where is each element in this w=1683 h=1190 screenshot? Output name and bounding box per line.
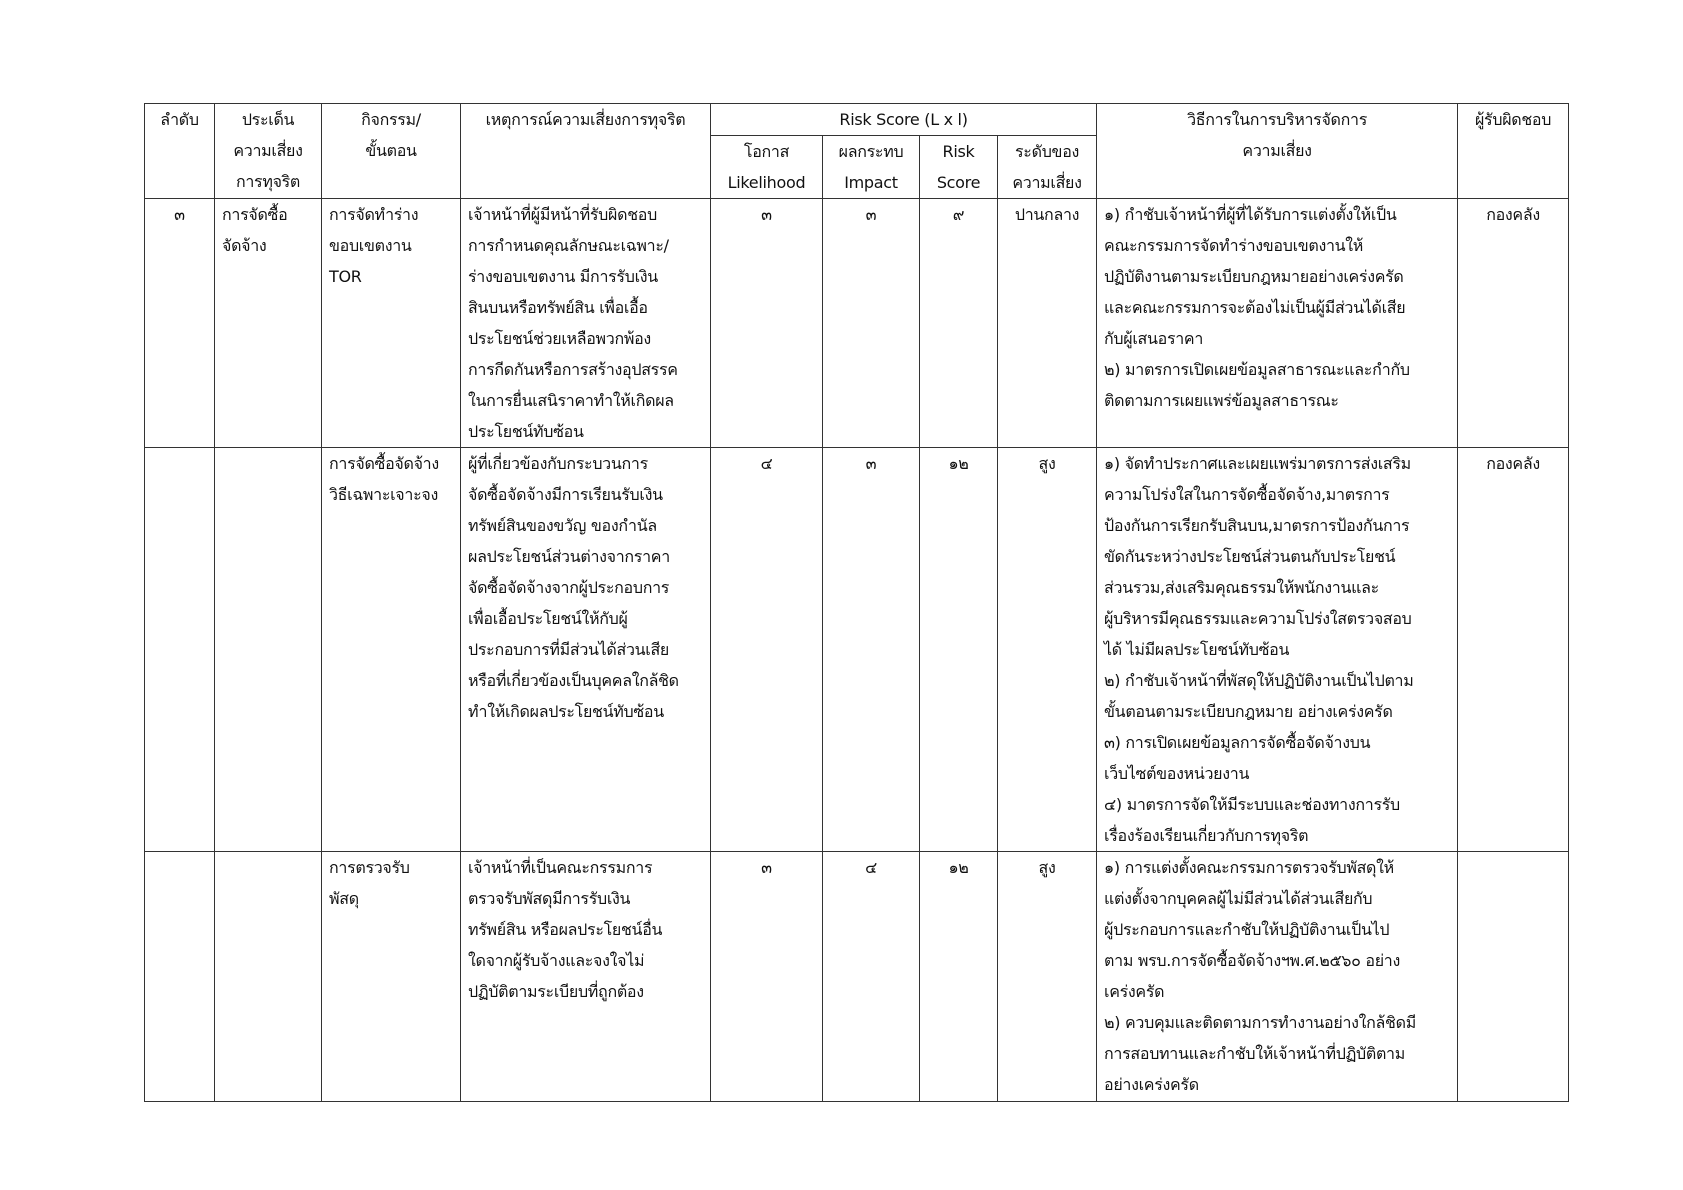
cell-likelihood: ๔ — [711, 448, 823, 852]
cell-management: ๑) จัดทำประกาศและเผยแพร่มาตรการส่งเสริม ความโปร่งใสในการจัดซื้อจัดจ้าง,มาตรการ ป้องกันการเรียกรับสินบน,มาตรการป้องกันการ ขัดกันระหว่างประโยชน์ส่วนตนกับประโยชน์ ส่วนรวม,ส่งเสริมคุณธรรมให้พนักงานและ ผู้บริหารมีคุณธรรมและความโปร่งใสตรวจสอบ ได้ ไม่มีผลประโยชน์ทับซ้อน ๒) กำชับเจ้าหน้าที่พัสดุให้ปฏิบัติงานเป็นไปตาม ขั้นตอนตามระเบียบกฎหมาย อย่างเคร่งครัด ๓) การเปิดเผยข้อมูลการจัดซื้อจัดจ้างบน เว็บไซต์ของหน่วยงาน ๔) มาตรการจัดให้มีระบบและช่องทางการรับ เรื่องร้องเรียนเกี่ยวกับการทุจริต — [1097, 448, 1458, 852]
cell-issue — [215, 852, 322, 1102]
header-activity: กิจกรรม/ ขั้นตอน — [322, 104, 461, 199]
risk-table — [144, 103, 1569, 1102]
header-risk-score: Risk Score (L x l) — [711, 104, 1097, 136]
header-order: ลำดับ — [145, 104, 215, 199]
header-likelihood: โอกาส Likelihood — [711, 136, 823, 199]
cell-impact: ๔ — [823, 852, 920, 1102]
cell-management: ๑) กำชับเจ้าหน้าที่ผู้ที่ได้รับการแต่งตั้งให้เป็น คณะกรรมการจัดทำร่างขอบเขตงานให้ ปฏิบัติงานตามระเบียบกฎหมายอย่างเคร่งครัด และคณะกรรมการจะต้องไม่เป็นผู้มีส่วนได้เสีย กับผู้เสนอราคา ๒) มาตรการเปิดเผยข้อมูลสาธารณะและกำกับ ติดตามการเผยแพร่ข้อมูลสาธารณะ — [1097, 199, 1458, 448]
cell-impact: ๓ — [823, 448, 920, 852]
cell-activity: การตรวจรับ พัสดุ — [322, 852, 461, 1102]
cell-event: ผู้ที่เกี่ยวข้องกับกระบวนการ จัดซื้อจัดจ้างมีการเรียนรับเงิน ทรัพย์สินของขวัญ ของกำนัล ผลประโยชน์ส่วนต่างจากราคา จัดซื้อจัดจ้างจากผู้ประกอบการ เพื่อเอื้อประโยชน์ให้กับผู้ ประกอบการที่มีส่วนได้ส่วนเสีย หรือที่เกี่ยวข้องเป็นบุคคลใกล้ชิด ทำให้เกิดผลประโยชน์ทับซ้อน — [461, 448, 711, 852]
cell-level: สูง — [998, 852, 1097, 1102]
cell-impact: ๓ — [823, 199, 920, 448]
cell-level: ปานกลาง — [998, 199, 1097, 448]
header-management: วิธีการในการบริหารจัดการ ความเสี่ยง — [1097, 104, 1458, 199]
table-row — [145, 852, 1569, 1102]
cell-score: ๑๒ — [920, 852, 998, 1102]
cell-owner: กองคลัง — [1458, 199, 1569, 448]
cell-score: ๑๒ — [920, 448, 998, 852]
header-owner: ผู้รับผิดชอบ — [1458, 104, 1569, 199]
cell-order: ๓ — [145, 199, 215, 448]
cell-management: ๑) การแต่งตั้งคณะกรรมการตรวจรับพัสดุให้ แต่งตั้งจากบุคคลผู้ไม่มีส่วนได้ส่วนเสียกับ ผู้ประกอบการและกำชับให้ปฏิบัติงานเป็นไป ตาม พรบ.การจัดซื้อจัดจ้างฯพ.ศ.๒๕๖๐ อย่าง เคร่งครัด ๒) ควบคุมและติดตามการทำงานอย่างใกล้ชิดมี การสอบทานและกำชับให้เจ้าหน้าที่ปฏิบัติตาม อย่างเคร่งครัด — [1097, 852, 1458, 1102]
header-score: Risk Score — [920, 136, 998, 199]
header-row — [145, 104, 1569, 136]
cell-likelihood: ๓ — [711, 199, 823, 448]
cell-owner — [1458, 852, 1569, 1102]
cell-event: เจ้าหน้าที่ผู้มีหน้าที่รับผิดชอบ การกำหนดคุณลักษณะเฉพาะ/ ร่างขอบเขตงาน มีการรับเงิน สินบนหรือทรัพย์สิน เพื่อเอื้อ ประโยชน์ช่วยเหลือพวกพ้อง การกีดกันหรือการสร้างอุปสรรค ในการยื่นเสนิราคาทำให้เกิดผล ประโยชน์ทับซ้อน — [461, 199, 711, 448]
cell-issue: การจัดซื้อ จัดจ้าง — [215, 199, 322, 448]
table-row — [145, 199, 1569, 448]
table-row — [145, 448, 1569, 852]
header-event: เหตุการณ์ความเสี่ยงการทุจริต — [461, 104, 711, 199]
cell-owner: กองคลัง — [1458, 448, 1569, 852]
cell-level: สูง — [998, 448, 1097, 852]
cell-event: เจ้าหน้าที่เป็นคณะกรรมการ ตรวจรับพัสดุมีการรับเงิน ทรัพย์สิน หรือผลประโยชน์อื่น ใดจากผู้รับจ้างและจงใจไม่ ปฏิบัติตามระเบียบที่ถูกต้อง — [461, 852, 711, 1102]
header-issue: ประเด็น ความเสี่ยง การทุจริต — [215, 104, 322, 199]
cell-order — [145, 852, 215, 1102]
cell-score: ๙ — [920, 199, 998, 448]
cell-likelihood: ๓ — [711, 852, 823, 1102]
cell-activity: การจัดซื้อจัดจ้าง วิธีเฉพาะเจาะจง — [322, 448, 461, 852]
cell-activity: การจัดทำร่าง ขอบเขตงาน TOR — [322, 199, 461, 448]
header-level: ระดับของ ความเสี่ยง — [998, 136, 1097, 199]
cell-order — [145, 448, 215, 852]
cell-issue — [215, 448, 322, 852]
header-impact: ผลกระทบ Impact — [823, 136, 920, 199]
